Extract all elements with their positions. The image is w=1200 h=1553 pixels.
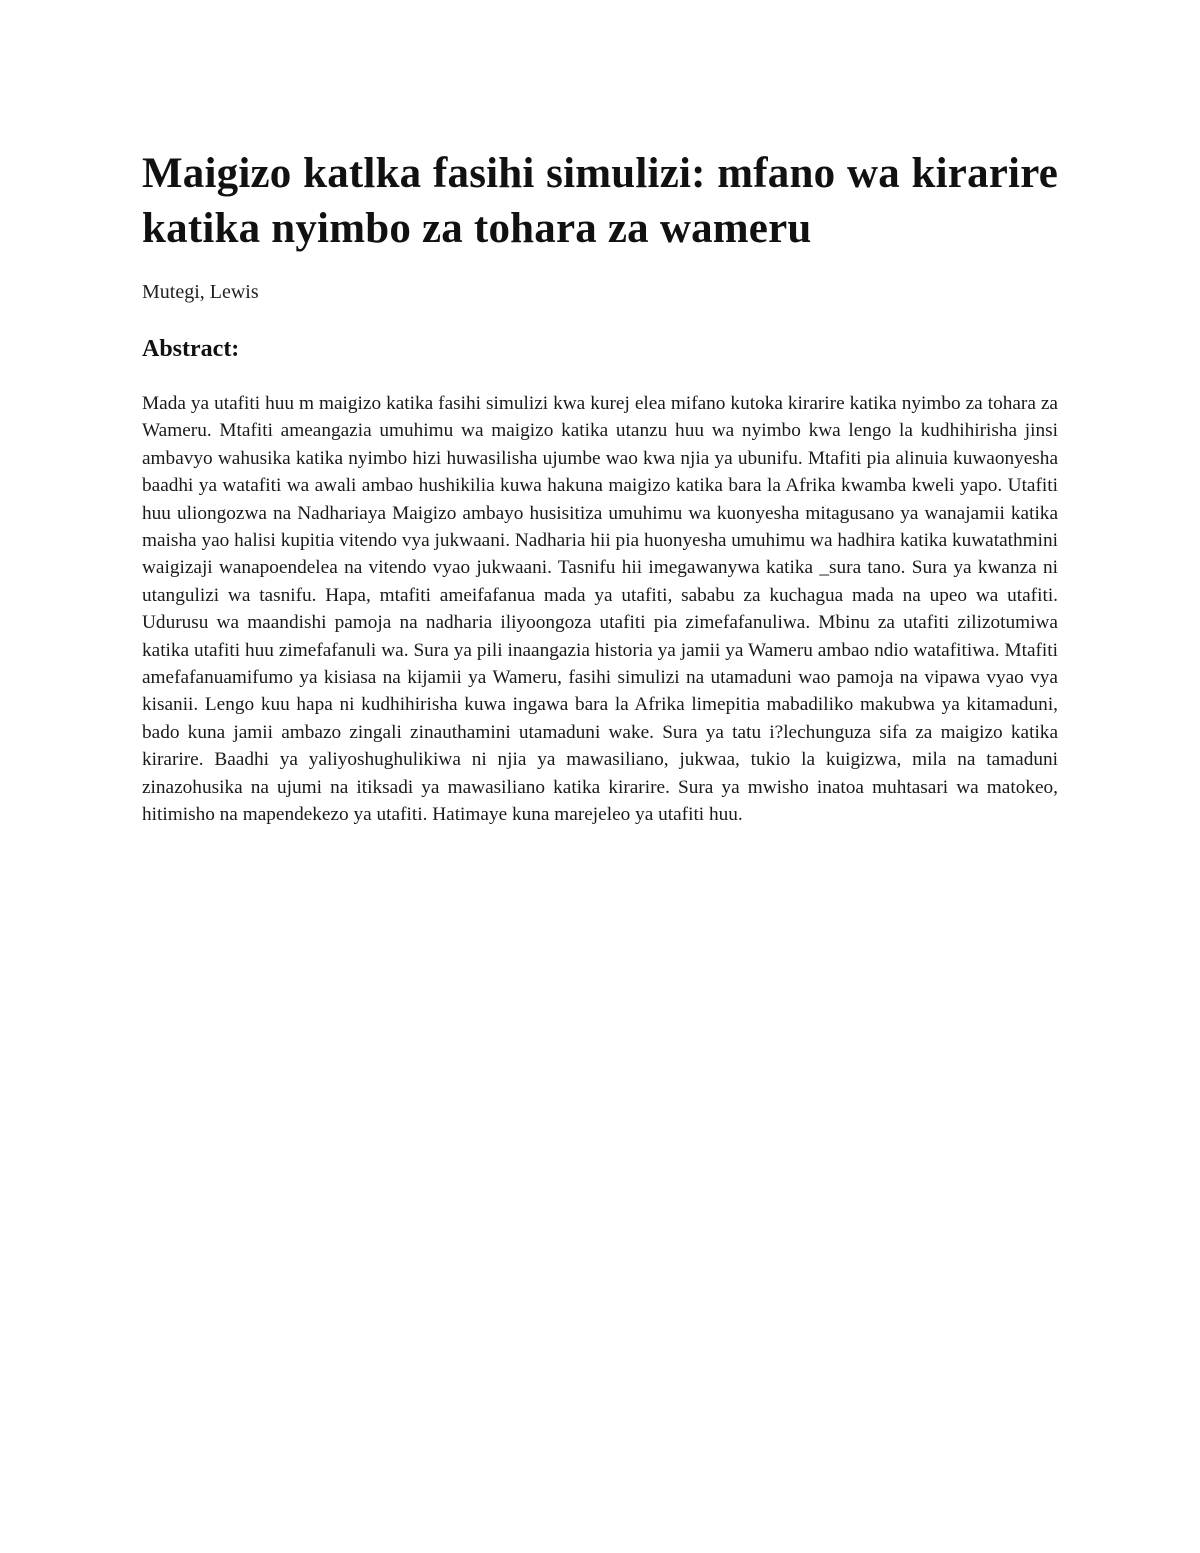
author-name: Mutegi, Lewis xyxy=(142,281,259,303)
document-content xyxy=(142,146,1058,826)
document-title: Maigizo katlka fasihi simulizi: mfano wa kirarire katika nyimbo za tohara za wameru xyxy=(142,150,1058,252)
abstract-heading: Abstract: xyxy=(142,336,240,362)
abstract-text: Mada ya utafiti huu m maigizo katika fasihi simulizi kwa kurej elea mifano kutoka kirarire katika nyimbo za tohara za Wameru. Mtafiti ameangazia umuhimu wa maigizo katika utanzu huu wa nyimbo kwa lengo la kudhihirisha jinsi ambavyo wahusika katika nyimbo hizi huwasilisha ujumbe wao kwa njia ya ubunifu. Mtafiti pia alinuia kuwaonyesha baadhi ya watafiti wa awali ambao hushikilia kuwa hakuna maigizo katika bara la Afrika kwamba kweli yapo. Utafiti huu uliongozwa na Nadhariaya Maigizo ambayo husisitiza umuhimu wa kuonyesha mitagusano ya wanajamii katika maisha yao halisi kupitia vitendo vya jukwaani. Nadharia hii pia huonyesha umuhimu wa hadhira katika kuwatathmini waigizaji wanapoendelea na vitendo vyao jukwaani. Tasnifu hii imegawanywa katika _sura tano. Sura ya kwanza ni utangulizi wa tasnifu. Hapa, mtafiti ameifafanua mada ya utafiti, sababu za kuchagua mada na upeo wa utafiti. Udurusu wa maandishi pamoja na nadharia iliyoongoza utafiti pia zimefafanuliwa. Mbinu za utafiti zilizotumiwa katika utafiti huu zimefafanuli wa. Sura ya pili inaangazia historia ya jamii ya Wameru ambao ndio watafitiwa. Mtafiti amefafanuamifumo ya kisiasa na kijamii ya Wameru, fasihi simulizi na utamaduni wao pamoja na vipawa vyao vya kisanii. Lengo kuu hapa ni kudhihirisha kuwa ingawa bara la Afrika limepitia mabadiliko makubwa ya kitamaduni, bado kuna jamii ambazo zingali zinauthamini utamaduni wake. Sura ya tatu i?lechunguza sifa za maigizo katika kirarire. Baadhi ya yaliyoshughulikiwa ni njia ya mawasiliano, jukwaa, tukio la kuigizwa, mila na tamaduni zinazohusika na ujumi na itiksadi ya mawasiliano katika kirarire. Sura ya mwisho inatoa muhtasari wa matokeo, hitimisho na mapendekezo ya utafiti. Hatimaye kuna marejeleo ya utafiti huu. xyxy=(142,393,1058,826)
